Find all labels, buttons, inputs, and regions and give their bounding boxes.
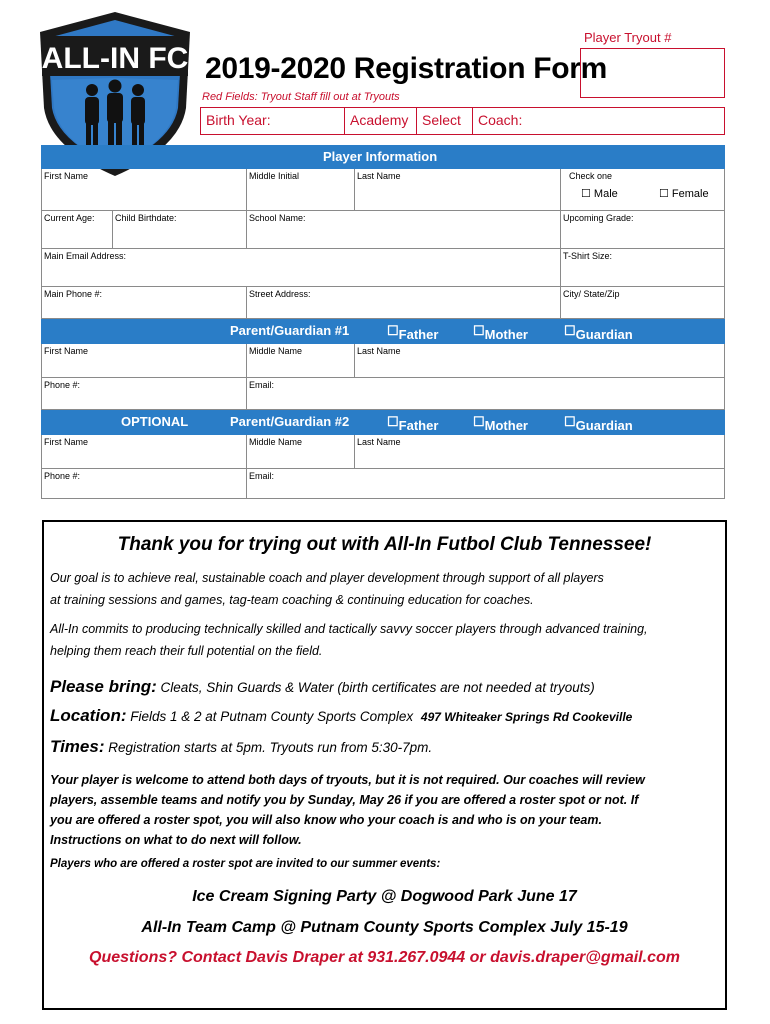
female-checkbox[interactable]: ☐ Female	[659, 188, 709, 200]
parent2-last-name-label: Last Name	[357, 437, 401, 447]
location-address: 497 Whiteaker Springs Rd Cookeville	[420, 710, 633, 724]
parent2-phone-label: Phone #:	[44, 471, 81, 481]
please-bring-label: Please bring:	[50, 677, 157, 696]
child-birthdate-label: Child Birthdate:	[115, 213, 177, 223]
parent1-first-name-label: First Name	[44, 346, 89, 356]
player-info-bar	[41, 145, 725, 169]
parent2-email-field[interactable]	[246, 469, 724, 498]
event-ice-cream: Ice Cream Signing Party @ Dogwood Park June 17	[192, 888, 577, 905]
parent2-bar	[41, 410, 725, 435]
parent1-phone-label: Phone #:	[44, 380, 81, 390]
times-line	[50, 737, 432, 757]
times-label: Times:	[50, 737, 105, 756]
main-phone-field[interactable]	[42, 287, 246, 318]
please-bring-text: Cleats, Shin Guards & Water (birth certificates are not needed at tryouts)	[160, 680, 595, 695]
parent2-mother-checkbox[interactable]: ☐ Mother	[473, 414, 528, 433]
welcome-line-2: players, assemble teams and notify you by Sunday, May 26 if you are offered a roster spot or not. If	[50, 793, 639, 807]
parent1-last-name-label: Last Name	[357, 346, 401, 356]
questions-contact: Questions? Contact Davis Draper at 931.267.0944 or davis.draper@gmail.com	[89, 949, 680, 966]
invited-line: Players who are offered a roster spot are invited to our summer events:	[50, 858, 441, 870]
upcoming-grade-field[interactable]	[560, 211, 724, 248]
location-label: Location:	[50, 706, 127, 725]
main-phone-label: Main Phone #:	[44, 289, 103, 299]
parent2-row-contact	[41, 469, 725, 499]
parent1-email-field[interactable]	[246, 378, 724, 409]
tryout-number-label: Player Tryout #	[584, 30, 672, 45]
goal-line-1: Our goal is to achieve real, sustainable coach and player development through support of all players	[50, 571, 604, 585]
tshirt-size-field[interactable]	[560, 249, 724, 286]
current-age-field[interactable]	[42, 211, 112, 248]
male-checkbox[interactable]: ☐ Male	[581, 188, 618, 200]
main-email-label: Main Email Address:	[44, 251, 127, 261]
player-middle-initial-label: Middle Initial	[249, 171, 300, 181]
parent1-row-contact	[41, 378, 725, 410]
parent1-father-checkbox[interactable]: ☐ Father	[387, 323, 439, 342]
parent2-first-name-field[interactable]	[42, 435, 246, 468]
current-age-label: Current Age:	[44, 213, 95, 223]
parent1-mother-checkbox[interactable]: ☐ Mother	[473, 323, 528, 342]
tryout-number-field[interactable]	[580, 48, 725, 98]
thank-you-heading: Thank you for trying out with All-In Futbol Club Tennessee!	[117, 534, 652, 555]
parent2-mother-label: Mother	[484, 418, 528, 433]
player-row-name	[41, 169, 725, 211]
player-middle-initial-field[interactable]	[246, 169, 354, 210]
parent2-first-name-label: First Name	[44, 437, 89, 447]
welcome-line-1: Your player is welcome to attend both days of tryouts, but it is not required. Our coaches will review	[50, 773, 645, 787]
parent1-guardian-checkbox[interactable]: ☐ Guardian	[564, 323, 633, 342]
staff-fields-row	[200, 107, 725, 135]
parent2-email-label: Email:	[249, 471, 275, 481]
logo-title: ALL-IN FC	[41, 42, 189, 75]
please-bring-line	[50, 677, 595, 697]
commit-line-2: helping them reach their full potential on the field.	[50, 644, 323, 658]
staff-note: Red Fields: Tryout Staff fill out at Tryouts	[202, 91, 400, 103]
city-state-zip-label: City/ State/Zip	[563, 289, 620, 299]
child-birthdate-field[interactable]	[112, 211, 246, 248]
parent2-father-label: Father	[398, 418, 439, 433]
main-email-field[interactable]	[42, 249, 560, 286]
player-last-name-field[interactable]	[354, 169, 560, 210]
city-state-zip-field[interactable]	[560, 287, 724, 318]
select-field[interactable]: Select	[417, 108, 473, 134]
check-one-label: Check one	[569, 171, 613, 181]
parent1-first-name-field[interactable]	[42, 344, 246, 377]
parent1-row-name	[41, 344, 725, 378]
male-label: Male	[593, 188, 618, 200]
parent1-middle-name-field[interactable]	[246, 344, 354, 377]
parent1-middle-name-label: Middle Name	[249, 346, 303, 356]
goal-line-2: at training sessions and games, tag-team coaching & continuing education for coaches.	[50, 593, 534, 607]
parent1-guardian-label: Guardian	[575, 327, 633, 342]
welcome-line-3: you are offered a roster spot, you will also know who your coach is and who is on your team.	[50, 813, 602, 827]
street-address-field[interactable]	[246, 287, 560, 318]
info-box	[42, 520, 727, 1010]
school-name-field[interactable]	[246, 211, 560, 248]
parent1-mother-label: Mother	[484, 327, 528, 342]
parent2-row-name	[41, 435, 725, 469]
academy-field[interactable]: Academy	[345, 108, 417, 134]
player-info-heading: Player Information	[323, 149, 438, 164]
parent2-guardian-label: Guardian	[575, 418, 633, 433]
player-first-name-field[interactable]	[42, 169, 246, 210]
birth-year-field[interactable]: Birth Year:	[201, 108, 345, 134]
player-first-name-label: First Name	[44, 171, 89, 181]
parent2-heading: Parent/Guardian #2	[230, 414, 350, 429]
form-title: 2019-2020 Registration Form	[205, 52, 608, 85]
upcoming-grade-label: Upcoming Grade:	[563, 213, 634, 223]
coach-field[interactable]: Coach:	[478, 112, 523, 128]
parent1-last-name-field[interactable]	[354, 344, 724, 377]
event-team-camp: All-In Team Camp @ Putnam County Sports Complex July 15-19	[141, 919, 628, 936]
commit-line-1: All-In commits to producing technically skilled and tactically savvy soccer players through advanced training,	[50, 622, 648, 636]
tshirt-size-label: T-Shirt Size:	[563, 251, 613, 261]
location-text: Fields 1 & 2 at Putnam County Sports Complex	[130, 709, 414, 724]
parent2-middle-name-field[interactable]	[246, 435, 354, 468]
female-label: Female	[671, 188, 709, 200]
parent1-father-label: Father	[398, 327, 439, 342]
gender-field	[560, 169, 724, 210]
street-address-label: Street Address:	[249, 289, 311, 299]
parent1-email-label: Email:	[249, 380, 275, 390]
parent1-heading: Parent/Guardian #1	[230, 323, 350, 338]
parent2-middle-name-label: Middle Name	[249, 437, 303, 447]
parent2-phone-field[interactable]	[42, 469, 246, 498]
times-text: Registration starts at 5pm. Tryouts run from 5:30-7pm.	[108, 740, 433, 755]
optional-label: OPTIONAL	[121, 414, 189, 429]
welcome-line-4: Instructions on what to do next will follow.	[50, 833, 302, 847]
player-row-email	[41, 249, 725, 287]
parent1-bar	[41, 319, 725, 344]
school-name-label: School Name:	[249, 213, 306, 223]
player-row-address	[41, 287, 725, 319]
location-line	[50, 706, 632, 726]
player-last-name-label: Last Name	[357, 171, 401, 181]
parent1-phone-field[interactable]	[42, 378, 246, 409]
parent2-guardian-checkbox[interactable]: ☐ Guardian	[564, 414, 633, 433]
player-row-school	[41, 211, 725, 249]
parent2-father-checkbox[interactable]: ☐ Father	[387, 414, 439, 433]
parent2-last-name-field[interactable]	[354, 435, 724, 468]
